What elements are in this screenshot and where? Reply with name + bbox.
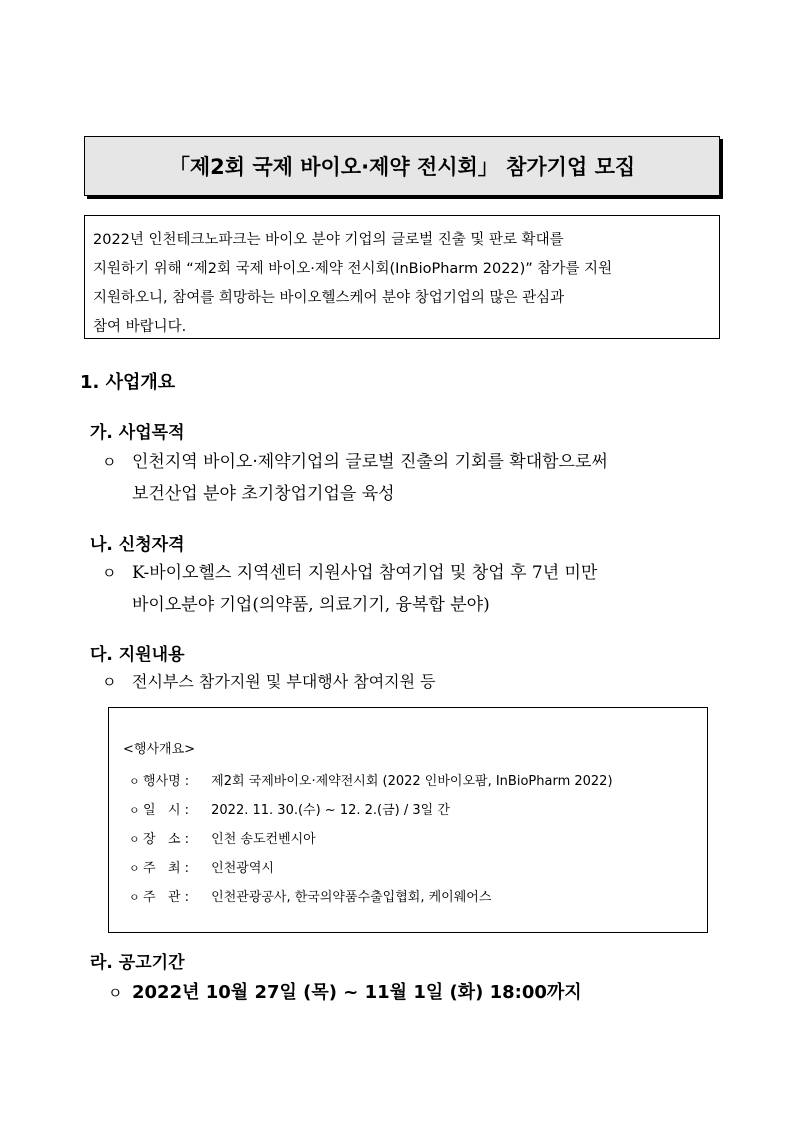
subsection-heading-eligibility: 나. 신청자격 (90, 535, 185, 555)
bullet-mark: ㅇ (108, 984, 123, 1002)
bullet-mark: ㅇ (102, 564, 117, 582)
bullet-text: 전시부스 참가지원 및 부대행사 참여지원 등 (132, 672, 436, 691)
intro-line: 지원하기 위해 “제2회 국제 바이오·제약 전시회(InBioPharm 2022)” 참가를 지원 (93, 261, 613, 277)
event-row-value: 인천 송도컨벤시아 (211, 832, 316, 847)
page-title: 「제2회 국제 바이오·제약 전시회」 참가기업 모집 (84, 136, 720, 196)
bullet-mark: ㅇ (129, 833, 140, 846)
bullet-text: 보건산업 분야 초기창업기업을 육성 (132, 484, 395, 504)
event-row-value: 인천광역시 (211, 861, 274, 876)
intro-line: 지원하오니, 참여를 희망하는 바이오헬스케어 분야 창업기업의 많은 관심과 (93, 290, 565, 306)
bullet-mark: ㅇ (129, 891, 140, 904)
bullet-mark: ㅇ (129, 775, 140, 788)
subsection-heading-period: 라. 공고기간 (90, 953, 185, 973)
intro-line: 참여 바랍니다. (93, 319, 187, 335)
bullet-purpose (102, 446, 608, 510)
bullet-mark: ㅇ (102, 673, 117, 691)
period-text: 2022년 10월 27일 (목) ~ 11월 1일 (화) 18:00까지 (132, 982, 582, 1003)
bullet-mark: ㅇ (129, 804, 140, 817)
event-overview-box (108, 707, 708, 933)
bullet-mark: ㅇ (102, 453, 117, 471)
bullet-eligibility (102, 557, 597, 621)
event-row (123, 854, 707, 883)
section-heading: 1. 사업개요 (80, 372, 176, 393)
event-row (123, 767, 707, 796)
bullet-text: 인천지역 바이오·제약기업의 글로벌 진출의 기회를 확대함으로써 (132, 452, 608, 472)
intro-line: 2022년 인천테크노파크는 바이오 분야 기업의 글로벌 진출 및 판로 확대를 (93, 232, 564, 248)
bullet-text: 바이오분야 기업(의약품, 의료기기, 융복합 분야) (132, 595, 490, 615)
bullet-text: K-바이오헬스 지역센터 지원사업 참여기업 및 창업 후 7년 미만 (132, 563, 598, 583)
subsection-heading-support: 다. 지원내용 (90, 645, 185, 665)
event-row-label: 일 시 : (143, 803, 190, 818)
notice-period (108, 978, 582, 1004)
event-row-value: 2022. 11. 30.(수) ~ 12. 2.(금) / 3일 간 (211, 803, 450, 818)
event-row-label: 주 관 : (143, 890, 190, 905)
event-row-value: 인천관광공사, 한국의약품수출입협회, 케이웨어스 (211, 890, 492, 905)
intro-box (84, 215, 720, 339)
event-row (123, 883, 707, 912)
bullet-mark: ㅇ (129, 862, 140, 875)
subsection-heading-purpose: 가. 사업목적 (90, 423, 185, 443)
bullet-support (102, 666, 436, 698)
event-row-value: 제2회 국제바이오·제약전시회 (2022 인바이오팜, InBioPharm 2022) (211, 774, 613, 789)
event-row-label: 장 소 : (143, 832, 190, 847)
event-title: <행사개요> (123, 742, 196, 757)
event-row (123, 796, 707, 825)
event-row (123, 825, 707, 854)
event-row-label: 행사명 : (143, 774, 190, 789)
event-row-label: 주 최 : (143, 861, 190, 876)
